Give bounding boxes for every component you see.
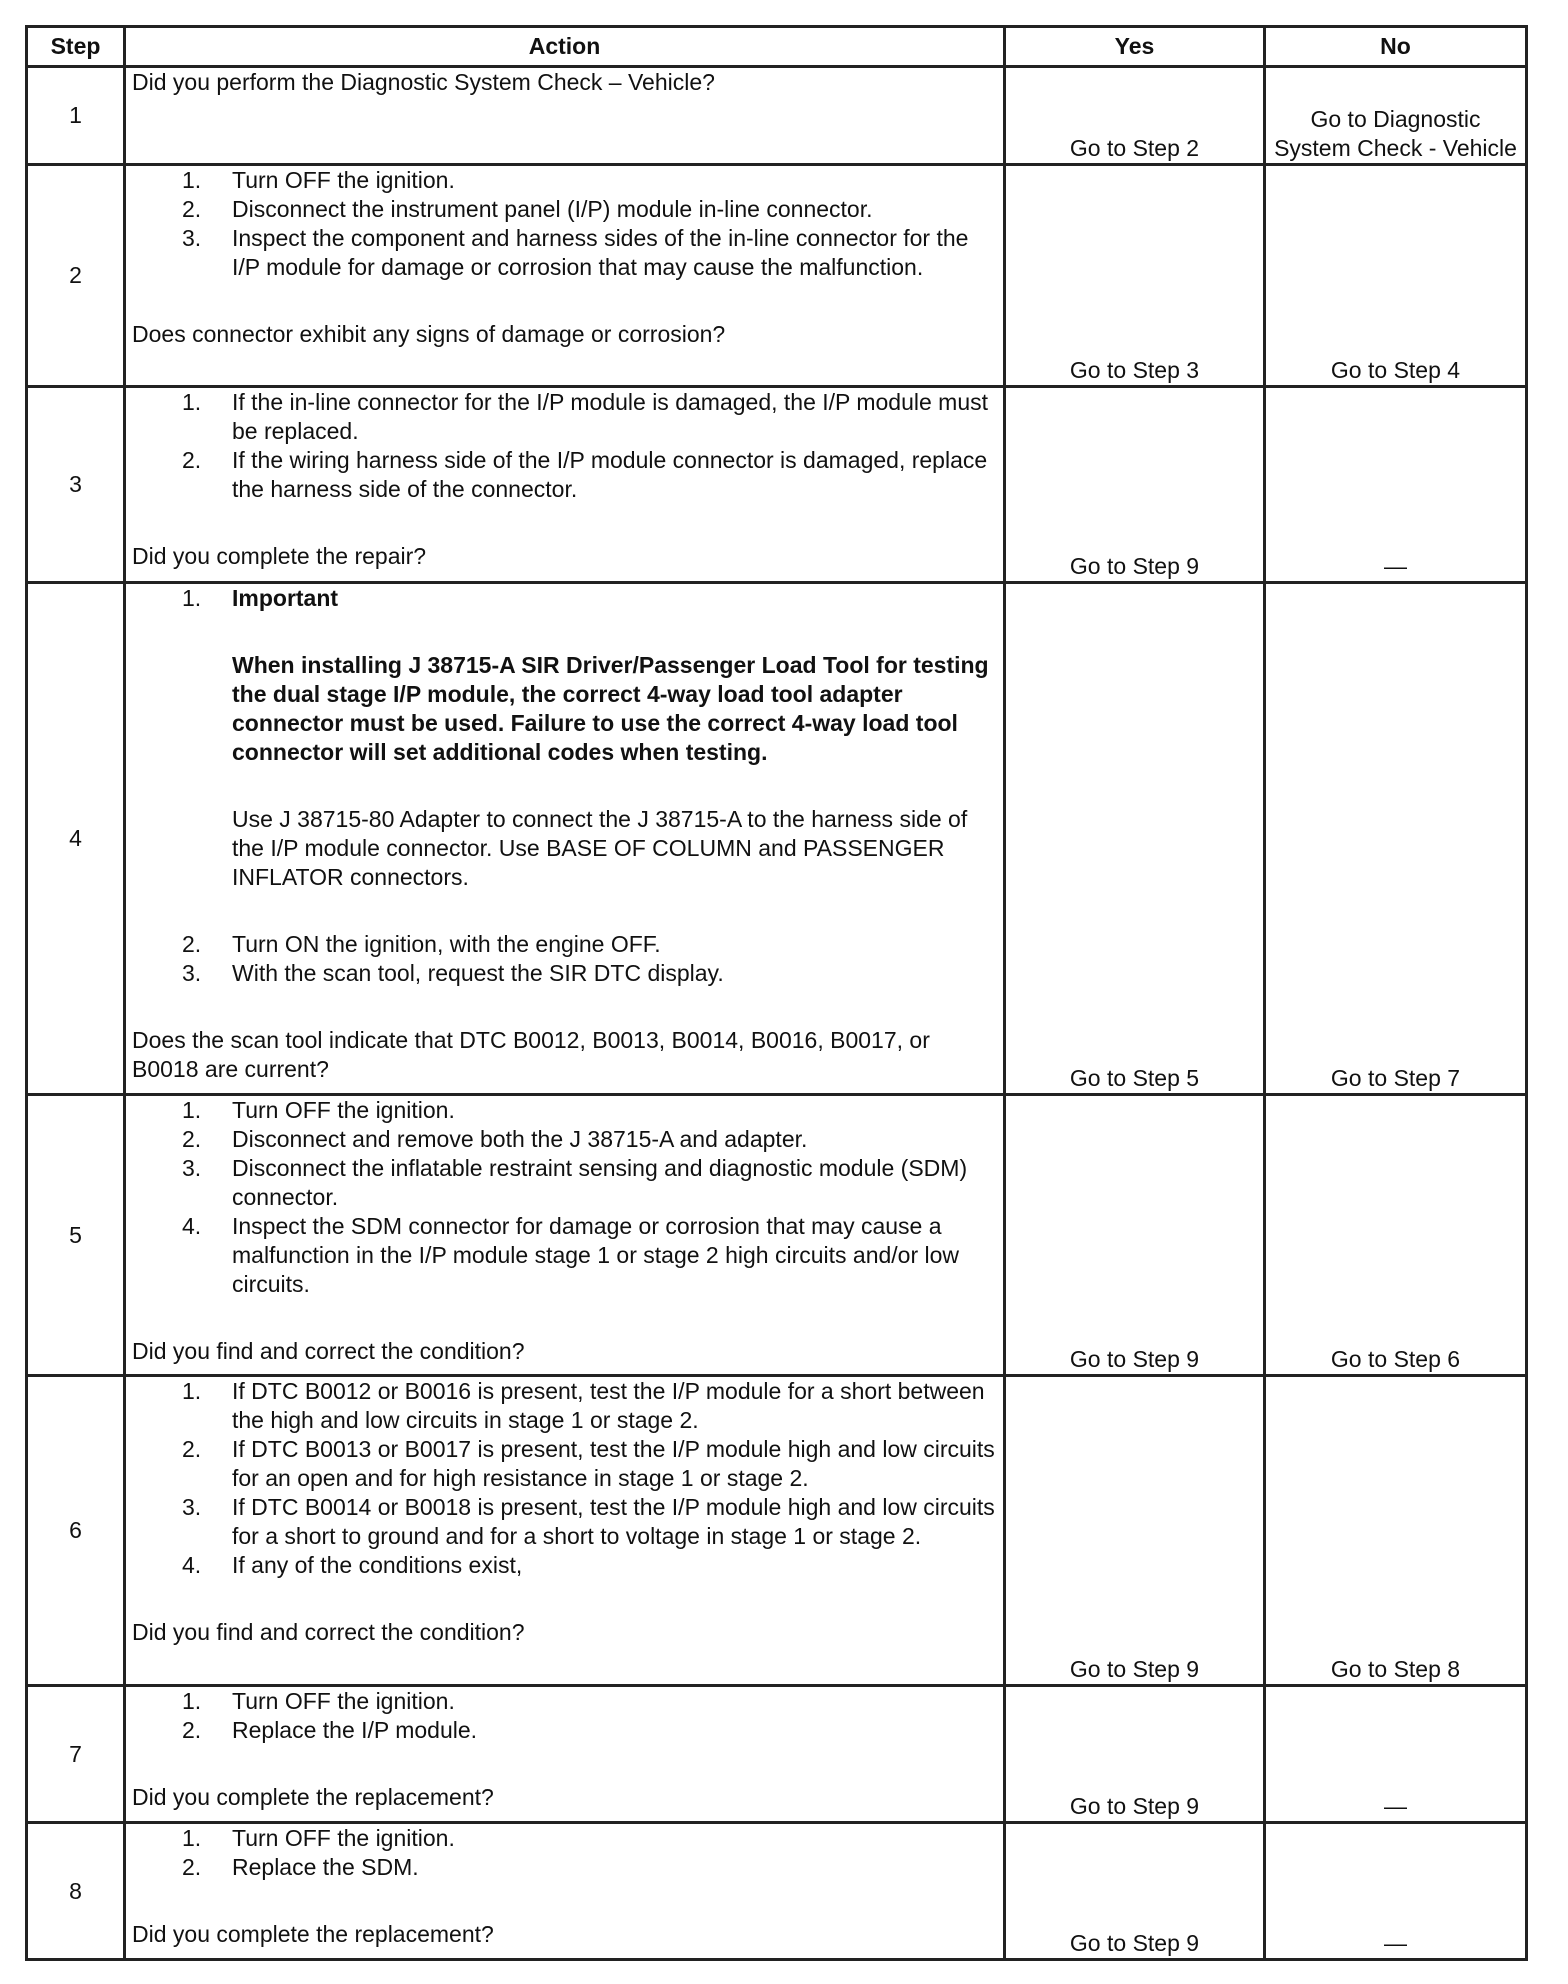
no-cell: Go to Step 7	[1265, 583, 1527, 1095]
list-item: 4. Inspect the SDM connector for damage or corrosion that may cause a malfunction in the I/P module stage 1 or stage 2 high circuits and/or low circuits.	[182, 1213, 960, 1297]
table-row	[27, 67, 1527, 165]
no-cell: —	[1265, 1686, 1527, 1823]
table-row	[27, 583, 1527, 1095]
step-number: 6	[27, 1376, 125, 1686]
question-text: Did you complete the repair?	[132, 543, 427, 569]
important-label: Important	[232, 585, 339, 611]
action-cell	[125, 1376, 1005, 1686]
step-number: 1	[27, 67, 125, 165]
yes-cell: Go to Step 9	[1005, 1823, 1265, 1960]
list-item: 2. Replace the I/P module.	[182, 1717, 478, 1743]
action-list	[132, 166, 997, 282]
action-cell	[125, 1823, 1005, 1960]
step-number: 2	[27, 165, 125, 387]
list-item: 1. If the in-line connector for the I/P module is damaged, the I/P module must be replaced.	[182, 389, 989, 444]
list-item: 3. Disconnect the inflatable restraint sensing and diagnostic module (SDM) connector.	[182, 1155, 968, 1210]
action-cell	[125, 387, 1005, 583]
list-item: 2. Disconnect and remove both the J 38715-A and adapter.	[182, 1126, 808, 1152]
question-text: Does connector exhibit any signs of damage or corrosion?	[132, 321, 726, 347]
list-item: 3. If DTC B0014 or B0018 is present, test the I/P module high and low circuits for a short to ground and for a short to voltage in stage 1 or stage 2.	[182, 1494, 995, 1549]
table-row	[27, 1823, 1527, 1960]
action-list	[132, 1096, 997, 1299]
question-text: Does the scan tool indicate that DTC B0012, B0013, B0014, B0016, B0017, or B0018 are current?	[132, 1027, 930, 1082]
question-text: Did you perform the Diagnostic System Check – Vehicle?	[132, 69, 715, 95]
table-row	[27, 387, 1527, 583]
action-list	[132, 1687, 997, 1745]
no-cell: Go to Step 8	[1265, 1376, 1527, 1686]
step-number: 3	[27, 387, 125, 583]
header-action: Action	[125, 27, 1005, 67]
yes-cell: Go to Step 9	[1005, 387, 1265, 583]
action-list	[132, 1377, 997, 1580]
action-cell	[125, 165, 1005, 387]
list-item: 2. Replace the SDM.	[182, 1854, 419, 1880]
table-header-row	[27, 27, 1527, 67]
list-item: 2. Turn ON the ignition, with the engine OFF.	[182, 931, 661, 957]
action-list	[132, 584, 997, 988]
action-list	[132, 388, 997, 504]
table-row	[27, 165, 1527, 387]
header-no: No	[1265, 27, 1527, 67]
important-note: Use J 38715-80 Adapter to connect the J 38715-A to the harness side of the I/P module connector. Use BASE OF COLUMN and PASSENGER INFLATOR connectors.	[232, 806, 968, 890]
question-text: Did you complete the replacement?	[132, 1921, 494, 1947]
no-cell: Go to Step 4	[1265, 165, 1527, 387]
yes-cell: Go to Step 9	[1005, 1376, 1265, 1686]
list-item: 2. If the wiring harness side of the I/P module connector is damaged, replace the harness side of the connector.	[182, 447, 988, 502]
step-number: 4	[27, 583, 125, 1095]
no-cell: —	[1265, 1823, 1527, 1960]
action-cell	[125, 67, 1005, 165]
list-item: 1. Turn OFF the ignition.	[182, 1097, 455, 1123]
list-item: 1. Turn OFF the ignition.	[182, 1688, 455, 1714]
header-step: Step	[27, 27, 125, 67]
step-number: 8	[27, 1823, 125, 1960]
table-row	[27, 1376, 1527, 1686]
list-item: 3. Inspect the component and harness sides of the in-line connector for the I/P module for damage or corrosion that may cause the malfunction.	[182, 225, 969, 280]
yes-cell: Go to Step 2	[1005, 67, 1265, 165]
no-cell	[1265, 67, 1527, 165]
list-item: 2. If DTC B0013 or B0017 is present, test the I/P module high and low circuits for an open and for high resistance in stage 1 or stage 2.	[182, 1436, 995, 1491]
yes-cell: Go to Step 5	[1005, 583, 1265, 1095]
diagnostic-table	[25, 25, 1528, 1961]
table-row	[27, 1686, 1527, 1823]
list-item: 1. Turn OFF the ignition.	[182, 167, 455, 193]
action-cell	[125, 583, 1005, 1095]
yes-cell: Go to Step 3	[1005, 165, 1265, 387]
no-text: Go to Diagnostic System Check - Vehicle	[1274, 106, 1517, 161]
list-item: 1. Important When installing J 38715-A SIR Driver/Passenger Load Tool for testing the dual stage I/P module, the correct 4-way load tool adapter connector must be used. Failure to use the correct 4-way load tool connector will set additional codes when testing. Use J 38715-80 Adapter to connect the J 38715-A to the harness side of the I/P module connector. Use BASE OF COLUMN and PASSENGER INFLATOR connectors.	[132, 584, 997, 921]
important-text: When installing J 38715-A SIR Driver/Passenger Load Tool for testing the dual stage I/P module, the correct 4-way load tool adapter connector must be used. Failure to use the correct 4-way load tool connector will set additional codes when testing.	[232, 652, 989, 765]
list-item: 4. If any of the conditions exist,	[182, 1552, 523, 1578]
list-item: 3. With the scan tool, request the SIR DTC display.	[182, 960, 724, 986]
list-item: 1. If DTC B0012 or B0016 is present, test the I/P module for a short between the high and low circuits in stage 1 or stage 2.	[182, 1378, 985, 1433]
yes-cell: Go to Step 9	[1005, 1095, 1265, 1376]
list-item: 2. Disconnect the instrument panel (I/P) module in-line connector.	[182, 196, 873, 222]
list-item: 1. Turn OFF the ignition.	[182, 1825, 455, 1851]
step-number: 5	[27, 1095, 125, 1376]
action-cell	[125, 1686, 1005, 1823]
step-number: 7	[27, 1686, 125, 1823]
question-text: Did you find and correct the condition?	[132, 1619, 525, 1645]
table-row	[27, 1095, 1527, 1376]
action-list	[132, 1824, 997, 1882]
header-yes: Yes	[1005, 27, 1265, 67]
yes-cell: Go to Step 9	[1005, 1686, 1265, 1823]
no-cell: —	[1265, 387, 1527, 583]
no-cell: Go to Step 6	[1265, 1095, 1527, 1376]
question-text: Did you complete the replacement?	[132, 1784, 494, 1810]
question-text: Did you find and correct the condition?	[132, 1338, 525, 1364]
action-cell	[125, 1095, 1005, 1376]
